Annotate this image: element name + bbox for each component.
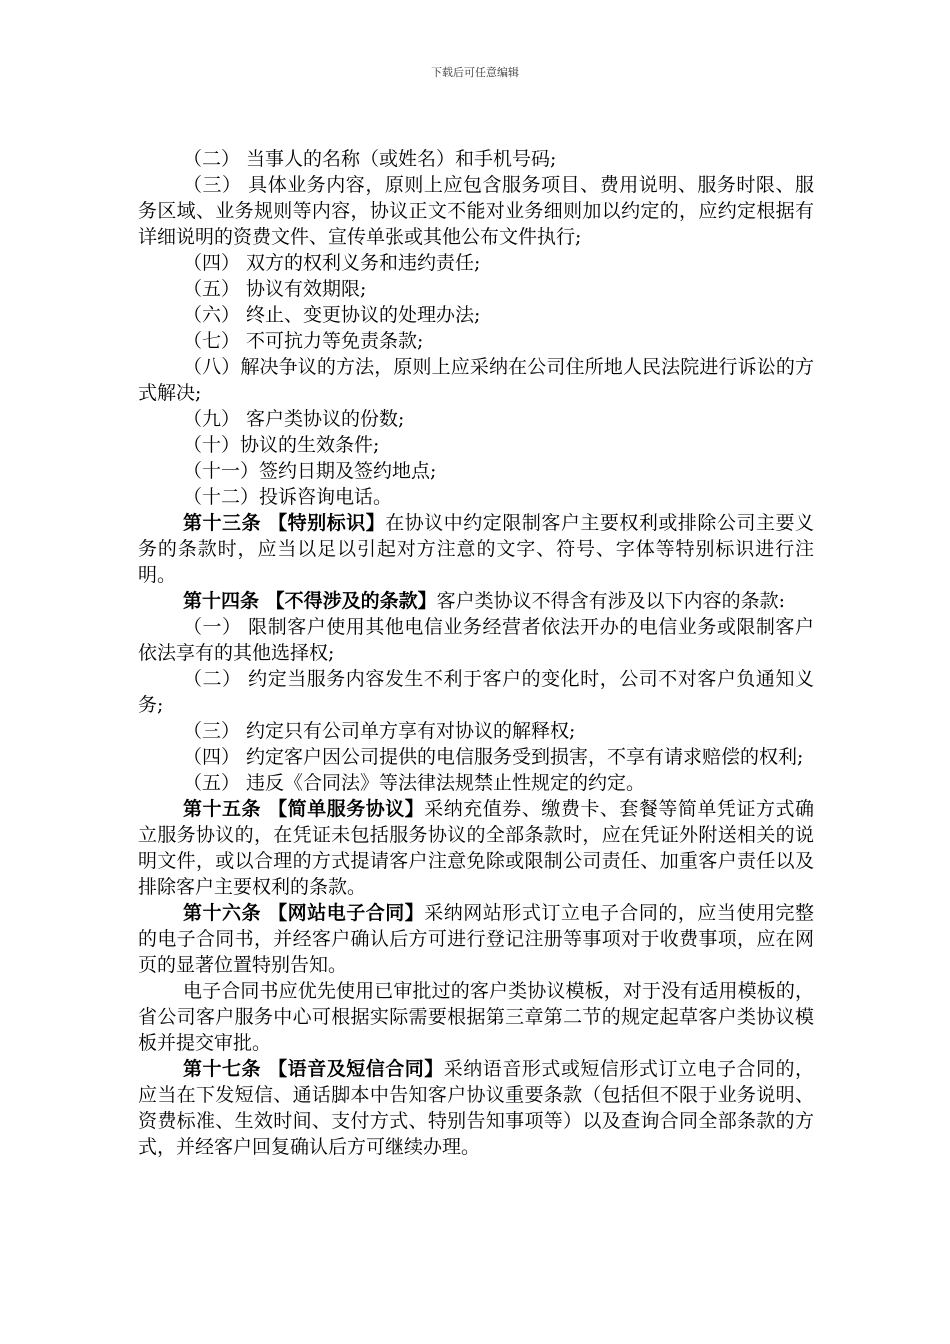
paragraph-text: 采纳网站形式订立电子合同的，应当使用完整的电子合同书，并经客户确认后方可进行登记注册等事项对于收费事项，应在网页的显著位置特别告知。	[138, 902, 814, 976]
paragraph	[138, 432, 814, 458]
paragraph-text: （九） 客户类协议的份数;	[183, 408, 405, 430]
paragraph-text: （四） 约定客户因公司提供的电信服务受到损害，不享有请求赔偿的权利;	[183, 746, 804, 768]
paragraph	[138, 614, 814, 666]
paragraph-text: （十二）投诉咨询电话。	[183, 486, 393, 508]
paragraph	[138, 484, 814, 510]
paragraph-text: （五） 协议有效期限;	[183, 278, 367, 300]
paragraph	[138, 458, 814, 484]
paragraph	[138, 796, 814, 900]
paragraph	[138, 172, 814, 250]
article-heading: 第十五条 【简单服务协议】	[183, 798, 425, 820]
paragraph	[138, 302, 814, 328]
paragraph-text: （三） 约定只有公司单方享有对协议的解释权;	[183, 720, 576, 742]
paragraph-text: （二） 当事人的名称（或姓名）和手机号码;	[183, 148, 557, 170]
article-heading: 第十三条 【特别标识】	[183, 512, 386, 534]
paragraph-text: （五） 违反《合同法》等法律法规禁止性规定的约定。	[183, 772, 646, 794]
paragraph-text: 客户类协议不得含有涉及以下内容的条款:	[436, 590, 786, 612]
paragraph	[138, 666, 814, 718]
paragraph	[138, 406, 814, 432]
paragraph-text: （八）解决争议的方法，原则上应采纳在公司住所地人民法院进行诉讼的方式解决;	[138, 356, 814, 404]
paragraph	[138, 354, 814, 406]
paragraph-text: 在协议中约定限制客户主要权利或排除公司主要义务的条款时，应当以足以引起对方注意的文字、符号、字体等特别标识进行注明。	[138, 512, 814, 586]
document-body	[138, 146, 814, 1160]
paragraph-text: 采纳语音形式或短信形式订立电子合同的，应当在下发短信、通话脚本中告知客户协议重要条款（包括但不限于业务说明、资费标准、生效时间、支付方式、特别告知事项等）以及查询合同全部条款的方式，并经客户回复确认后方可继续办理。	[138, 1058, 814, 1158]
paragraph	[138, 328, 814, 354]
paragraph	[138, 770, 814, 796]
paragraph-text: （二） 约定当服务内容发生不利于客户的变化时，公司不对客户负通知义务;	[138, 668, 814, 716]
paragraph	[138, 146, 814, 172]
paragraph-text: （七） 不可抗力等免责条款;	[183, 330, 424, 352]
paragraph-text: 采纳充值券、缴费卡、套餐等简单凭证方式确立服务协议的，在凭证未包括服务协议的全部条款时，应在凭证外附送相关的说明文件，或以合理的方式提请客户注意免除或限制公司责任、加重客户责任以及排除客户主要权利的条款。	[138, 798, 814, 898]
paragraph-text: （十一）签约日期及签约地点;	[183, 460, 437, 482]
article-heading: 第十七条 【语音及短信合同】	[183, 1058, 444, 1080]
paragraph	[138, 1056, 814, 1160]
paragraph	[138, 718, 814, 744]
paragraph	[138, 744, 814, 770]
paragraph-text: 电子合同书应优先使用已审批过的客户类协议模板，对于没有适用模板的，省公司客户服务中心可根据实际需要根据第三章第二节的规定起草客户类协议模板并提交审批。	[138, 980, 814, 1054]
paragraph	[138, 588, 814, 614]
header-note: 下载后可任意编辑	[431, 66, 519, 79]
paragraph-text: （十）协议的生效条件;	[183, 434, 380, 456]
paragraph	[138, 276, 814, 302]
paragraph	[138, 250, 814, 276]
paragraph-text: （四） 双方的权利义务和违约责任;	[183, 252, 481, 274]
paragraph	[138, 510, 814, 588]
paragraph	[138, 978, 814, 1056]
article-heading: 第十六条 【网站电子合同】	[183, 902, 425, 924]
paragraph-text: （三） 具体业务内容，原则上应包含服务项目、费用说明、服务时限、服务区域、业务规则等内容，协议正文不能对业务细则加以约定的，应约定根据有详细说明的资费文件、宣传单张或其他公布文件执行;	[138, 174, 814, 248]
paragraph	[138, 900, 814, 978]
paragraph-text: （六） 终止、变更协议的处理办法;	[183, 304, 481, 326]
article-heading: 第十四条 【不得涉及的条款】	[183, 590, 437, 612]
paragraph-text: （一） 限制客户使用其他电信业务经营者依法开办的电信业务或限制客户依法享有的其他选择权;	[138, 616, 814, 664]
